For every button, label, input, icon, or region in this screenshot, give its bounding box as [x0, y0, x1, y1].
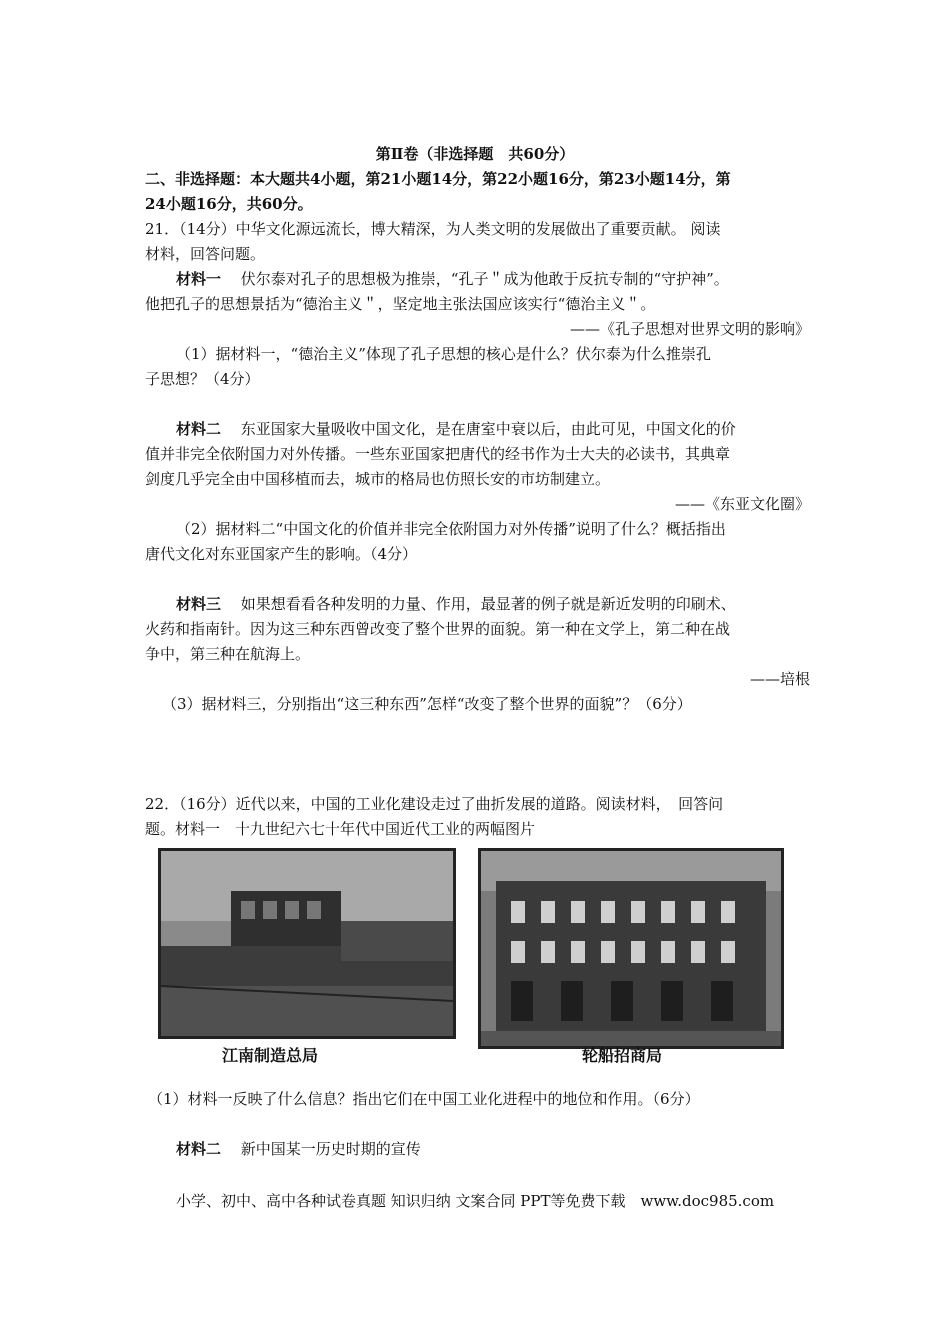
material-label: 材料二: [176, 420, 222, 438]
material-label: 材料二: [176, 1140, 222, 1158]
part-heading-line1: 二、非选择题：本大题共4小题，第21小题14分，第22小题16分，第23小题14分，第: [145, 170, 731, 188]
section-title: 第Ⅱ卷（非选择题 共60分）: [375, 145, 575, 163]
q21-material2-line1: [176, 418, 736, 440]
q21-material3-line1: [176, 593, 736, 615]
q21-material2-line2: 值并非完全依附国力对外传播。一些东亚国家把唐代的经书作为士大夫的必读书，其典章: [145, 445, 731, 463]
material-text: 伏尔泰对孔子的思想极为推崇，“孔子＂成为他敢于反抗专制的“守护神”。: [240, 270, 729, 288]
photo2-caption: 轮船招商局: [582, 1046, 663, 1065]
q21-material2-line3: 剑度几乎完全由中国移植而去，城市的格局也仿照长安的市坊制建立。: [145, 470, 611, 488]
merchants-steam-photo: [478, 848, 784, 1049]
q21-sub3-line1: （3）据材料三，分别指出“这三种东西”怎样“改变了整个世界的面貌”？（6分）: [162, 695, 692, 713]
q21-material1-line2: 他把孔子的思想景括为“德治主义＂，坚定地主张法国应该实行“德治主义＂。: [145, 295, 656, 313]
q21-sub2-line2: 唐代文化对东亚国家产生的影响。（4分）: [145, 545, 418, 563]
q22-sub1-line1: （1）材料一反映了什么信息？指出它们在中国工业化进程中的地位和作用。（6分）: [148, 1090, 700, 1108]
photo1-caption: 江南制造总局: [222, 1046, 319, 1065]
material-text: 新中国某一历史时期的宣传: [240, 1140, 421, 1158]
q22-intro-line2: 题。材料一 十九世纪六七十年代中国近代工业的两幅图片: [145, 820, 536, 838]
q21-material3-line2: 火药和指南针。因为这三种东西曾改变了整个世界的面貌。第一种在文学上，第二种在战: [145, 620, 731, 638]
q21-intro-line1: 21．（14分）中华文化源远流长，博大精深，为人类文明的发展做出了重要贡献。 阅读: [145, 220, 721, 238]
material-label: 材料一: [176, 270, 222, 288]
footer-text: 小学、初中、高中各种试卷真题 知识归纳 文案合同 PPT等免费下载 www.doc985.com: [176, 1192, 775, 1210]
q22-material2-line1: [176, 1138, 421, 1160]
q21-material1-line1: [176, 268, 729, 290]
q21-sub2-line1: （2）据材料二“中国文化的价值并非完全依附国力对外传播”说明了什么？概括指出: [176, 520, 726, 538]
q21-intro-line2: 材料，回答问题。: [145, 245, 266, 263]
q21-material3-line3: 争中，第三种在航海上。: [145, 645, 311, 663]
q21-sub1-line2: 子思想？（4分）: [145, 370, 260, 388]
q21-material3-source: ——培根: [749, 670, 810, 688]
material-text: 东亚国家大量吸收中国文化，是在唐室中衰以后，由此可见，中国文化的价: [240, 420, 736, 438]
material-text: 如果想看看各种发明的力量、作用，最显著的例子就是新近发明的印刷术、: [240, 595, 736, 613]
q21-material2-source: ——《东亚文化圈》: [674, 495, 810, 513]
q21-material1-source: ——《孔子思想对世界文明的影响》: [569, 320, 810, 338]
q21-sub1-line1: （1）据材料一，“德治主义”体现了孔子思想的核心是什么？伏尔泰为什么推崇孔: [176, 345, 711, 363]
part-heading-line2: 24小题16分，共60分。: [145, 195, 313, 213]
material-label: 材料三: [176, 595, 222, 613]
q22-intro-line1: 22．（16分）近代以来，中国的工业化建设走过了曲折发展的道路。阅读材料， 回答问: [145, 795, 724, 813]
jiangnan-arsenal-photo: [158, 848, 456, 1039]
